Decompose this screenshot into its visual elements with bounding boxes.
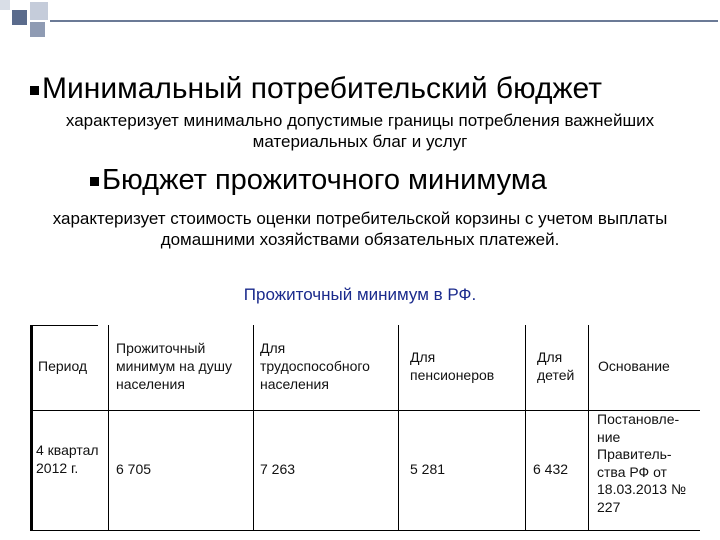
table-cell-period: 4 квартал 2012 г. (36, 442, 99, 476)
table-cell-pensioners: 5 281 (410, 461, 446, 477)
decor-square (30, 2, 48, 20)
paragraph-subsistence-budget: характеризует стоимость оценки потребительской корзины с учетом выплаты домашними хозяйствами обязательных платежей. (52, 209, 668, 249)
table-header-period: Период (38, 358, 88, 374)
table-header-working-age: Для трудоспособного населения (260, 340, 370, 392)
decor-top-line (50, 20, 718, 22)
table-column-divider (398, 325, 399, 530)
table-cell-per-capita: 6 705 (116, 461, 152, 477)
table-column-divider (588, 325, 589, 530)
table-border-top (30, 325, 98, 326)
decor-square (0, 0, 10, 10)
heading-text: Бюджет прожиточного минимума (102, 164, 547, 196)
table-header-pensioners: Для пенсионеров (410, 349, 495, 383)
bullet-icon (90, 177, 99, 186)
heading-subsistence-budget (90, 163, 547, 197)
heading-min-consumer-budget (30, 72, 602, 106)
table-header-children: Для детей (537, 349, 575, 383)
table-column-divider (525, 325, 526, 530)
paragraph-min-consumer-budget: характеризует минимально допустимые границы потребления важнейших материальных благ и услуг (65, 111, 655, 151)
table-cell-basis: Постановле-ние Правитель-ства РФ от 18.03.2013 № 227 (597, 411, 686, 515)
bullet-icon (30, 86, 39, 95)
decor-square (30, 22, 45, 37)
table-border-left (30, 325, 33, 530)
table-cell-children: 6 432 (533, 461, 569, 477)
table-caption: Прожиточный минимум в РФ. (243, 285, 477, 304)
table-border-bottom (30, 530, 700, 531)
table-header-basis: Основание (598, 358, 670, 374)
decor-square (12, 10, 27, 25)
heading-text: Минимальный потребительский бюджет (42, 72, 602, 105)
table-header-per-capita: Прожиточный минимум на душу населения (116, 340, 232, 392)
table-column-divider (108, 325, 109, 530)
table-cell-working-age: 7 263 (260, 461, 296, 477)
